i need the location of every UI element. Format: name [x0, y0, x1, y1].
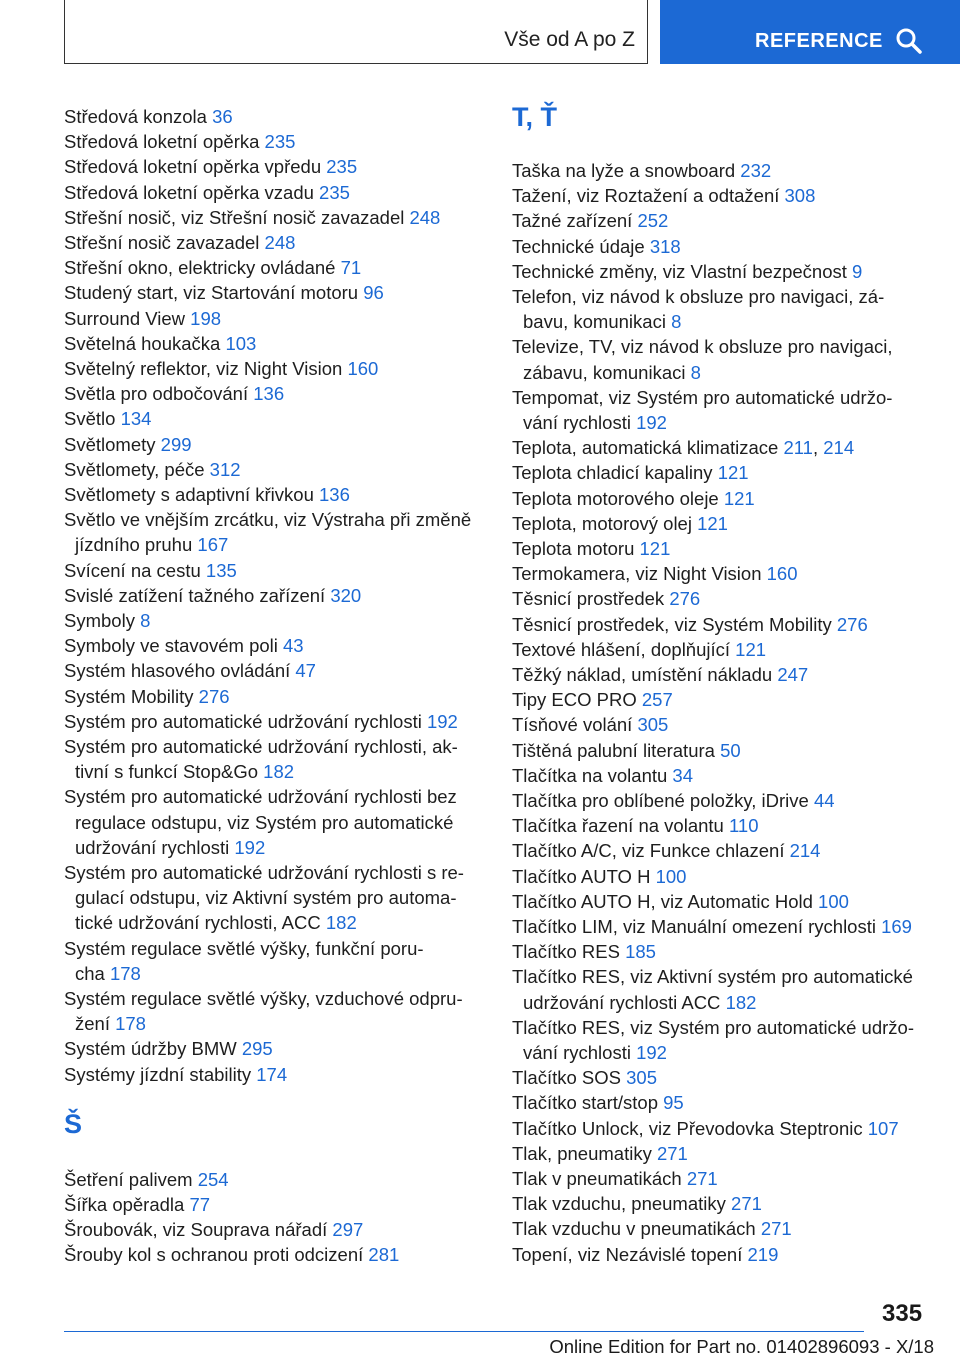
entry-text: Tlačítko RES	[512, 941, 626, 963]
entry-text: Teplota motorového oleje	[512, 487, 724, 509]
page-link[interactable]: 121	[723, 487, 755, 509]
index-entry	[512, 336, 893, 358]
entry-text: Střešní okno, elektricky ovládané	[64, 257, 341, 279]
entry-text: Systém Mobility	[64, 685, 199, 707]
entry-text: Systém regulace světlé výšky, vzduchové odpru-	[64, 988, 463, 1009]
index-entry	[64, 459, 241, 481]
entry-text: Studený start, viz Startování motoru	[64, 282, 364, 304]
page-link[interactable]: 121	[697, 512, 728, 534]
index-entry	[512, 740, 741, 762]
index-entry	[64, 282, 384, 304]
index-entry	[512, 210, 668, 232]
index-entry	[64, 938, 424, 960]
page-link[interactable]: 77	[189, 1194, 211, 1215]
index-entry	[64, 560, 237, 582]
entry-text: Tlačítka řazení na volantu	[512, 815, 729, 837]
page-link[interactable]: 232	[740, 160, 772, 181]
page-link[interactable]: 9	[852, 260, 863, 282]
index-entry-continuation	[64, 963, 141, 985]
entry-text: Tlak vzduchu v pneumatikách	[512, 1218, 761, 1240]
page-link[interactable]: 235	[326, 156, 358, 178]
page-link[interactable]: 248	[264, 232, 296, 253]
index-entry	[64, 484, 350, 506]
index-entry	[512, 387, 892, 409]
search-icon[interactable]	[895, 27, 923, 55]
page-link[interactable]: 136	[319, 484, 350, 505]
entry-text: vání rychlosti	[523, 1042, 637, 1063]
index-entry	[512, 286, 884, 308]
entry-text: Systém regulace světlé výšky, funkční poru-	[64, 937, 424, 959]
index-entry	[64, 585, 361, 607]
entry-text: Teplota, automatická klimatizace	[512, 437, 784, 459]
entry-text: bavu, komunikaci	[523, 311, 672, 333]
separator: ,	[812, 437, 824, 459]
entry-text: Světla pro odbočování	[64, 383, 254, 405]
page-link[interactable]: 320	[330, 584, 362, 606]
entry-text: Teplota chladicí kapaliny	[512, 462, 718, 484]
page-link[interactable]: 271	[731, 1193, 762, 1215]
footer-divider	[64, 1331, 864, 1332]
index-entry	[512, 160, 771, 182]
index-entry	[512, 1244, 778, 1266]
section-label: Vše od A po Z	[504, 28, 635, 51]
entry-text: Šrouby kol s ochranou proti odcizení	[64, 1244, 369, 1266]
index-entry	[64, 1219, 363, 1241]
entry-text: Symboly	[64, 610, 141, 631]
entry-text: Tipy ECO PRO	[512, 689, 642, 711]
entry-text: Světlomety, péče	[64, 458, 210, 480]
page-link[interactable]: 185	[625, 941, 656, 963]
page-link[interactable]: 178	[109, 962, 141, 984]
page-link[interactable]: 160	[766, 563, 798, 585]
page-link[interactable]: 43	[283, 635, 304, 657]
page-link[interactable]: 169	[881, 916, 912, 937]
index-entry	[512, 614, 868, 636]
entry-text: cha	[75, 962, 110, 984]
entry-text: Střešní nosič, viz Střešní nosič zavazadel	[64, 206, 410, 228]
entry-text: Tlak vzduchu, pneumatiky	[512, 1193, 732, 1215]
entry-text: Světlo ve vnějším zrcátku, viz Výstraha při změně	[64, 509, 472, 531]
page-link[interactable]: 121	[717, 462, 749, 484]
index-entry-continuation	[64, 887, 456, 909]
index-entry	[512, 714, 668, 736]
page-link[interactable]: 174	[256, 1063, 288, 1085]
entry-text: Televize, TV, viz návod k obsluze pro navigaci,	[512, 336, 893, 358]
page-link[interactable]: 182	[325, 912, 357, 934]
index-entry	[64, 610, 150, 632]
page-link[interactable]: 182	[725, 991, 757, 1013]
index-entry	[512, 639, 766, 661]
page-link[interactable]: 308	[784, 185, 816, 207]
entry-text: Telefon, viz návod k obsluze pro navigaci, zá-	[512, 286, 885, 307]
index-entry	[64, 786, 457, 808]
index-entry	[512, 488, 755, 510]
entry-text: Textové hlášení, doplňující	[512, 638, 736, 660]
page-link[interactable]: 281	[368, 1244, 400, 1266]
entry-text: Středová loketní opěrka	[64, 131, 265, 153]
index-entry	[64, 333, 256, 355]
entry-text: Technické změny, viz Vlastní bezpečnost	[512, 260, 853, 282]
page-link[interactable]: 34	[672, 764, 693, 786]
entry-text: Tísňové volání	[512, 714, 638, 736]
entry-text: Technické údaje	[512, 235, 650, 257]
entry-text: Tlačítka pro oblíbené položky, iDrive	[512, 790, 814, 811]
index-entry	[64, 232, 295, 254]
entry-text: gulací odstupu, viz Aktivní systém pro automa-	[75, 887, 457, 909]
index-entry-continuation	[64, 812, 453, 834]
entry-text: Svícení na cestu	[64, 559, 206, 581]
entry-text: jízdního pruhu	[75, 534, 198, 556]
index-entry	[512, 664, 808, 686]
entry-text: Tlak v pneumatikách	[512, 1168, 687, 1189]
entry-text: Taška na lyže a snowboard	[512, 160, 741, 181]
entry-text: udržování rychlosti	[75, 836, 235, 858]
page-link[interactable]: 178	[115, 1013, 146, 1035]
entry-text: Teplota, motorový olej	[512, 512, 698, 534]
reference-tab[interactable]	[660, 0, 960, 64]
page-link[interactable]: 214	[789, 840, 821, 862]
entry-text: Tlačítko LIM, viz Manuální omezení rychlosti	[512, 916, 882, 937]
page-link[interactable]: 276	[669, 588, 701, 610]
entry-text: Tištěná palubní literatura	[512, 739, 721, 761]
index-entry	[512, 261, 862, 283]
page-link[interactable]: 257	[641, 689, 673, 711]
entry-text: Systém údržby BMW	[64, 1038, 242, 1060]
index-entry-continuation	[512, 1042, 667, 1064]
page-link[interactable]: 248	[409, 206, 441, 228]
page-link[interactable]: 135	[205, 559, 237, 581]
entry-text: tické udržování rychlosti, ACC	[75, 912, 326, 934]
index-entry	[64, 434, 192, 456]
index-entry	[512, 840, 820, 862]
entry-text: Středová loketní opěrka vpředu	[64, 156, 327, 178]
index-entry	[64, 182, 350, 204]
entry-text: Tlačítko start/stop	[512, 1092, 664, 1114]
entry-text: Tlačítko RES, viz Systém pro automatické udržo-	[512, 1016, 914, 1038]
index-entry	[64, 131, 295, 153]
footer-edition: Online Edition for Part no. 01402896093 - X/18	[549, 1336, 934, 1357]
index-entry	[512, 563, 798, 585]
page-link[interactable]: 192	[636, 1042, 667, 1063]
entry-text: Tažné zařízení	[512, 210, 638, 232]
page-link[interactable]: 50	[720, 739, 741, 761]
page-link[interactable]: 110	[728, 815, 759, 837]
entry-text: Světelný reflektor, viz Night Vision	[64, 358, 348, 379]
page-link[interactable]: 214	[823, 437, 855, 459]
page-link[interactable]: 121	[639, 538, 671, 559]
entry-text: Středová konzola	[64, 106, 213, 127]
index-entry-continuation	[512, 412, 667, 434]
page-link[interactable]: 235	[264, 131, 296, 153]
index-entry	[64, 207, 440, 229]
page-link[interactable]: 44	[813, 790, 835, 811]
index-entry	[64, 736, 458, 758]
index-entry	[512, 1067, 657, 1089]
page-link[interactable]: 295	[241, 1038, 273, 1060]
entry-text: Tempomat, viz Systém pro automatické udržo-	[512, 386, 893, 408]
entry-text: Teplota motoru	[512, 538, 640, 559]
page-link[interactable]: 103	[225, 332, 257, 354]
page-link[interactable]: 235	[319, 181, 350, 203]
index-entry	[512, 765, 693, 787]
page-link[interactable]: 71	[340, 257, 362, 279]
index-entry	[512, 185, 815, 207]
page-link[interactable]: 254	[197, 1168, 229, 1190]
index-entry	[512, 1118, 899, 1140]
page-link[interactable]: 192	[234, 836, 266, 858]
entry-text: Systém hlasového ovládání	[64, 660, 296, 682]
entry-text: Systémy jízdní stability	[64, 1063, 257, 1085]
page-link[interactable]: 271	[760, 1218, 792, 1240]
entry-text: Topení, viz Nezávislé topení	[512, 1243, 748, 1265]
entry-text: zábavu, komunikaci	[523, 361, 691, 383]
entry-text: Tlačítko Unlock, viz Převodovka Steptronic	[512, 1117, 868, 1139]
page-link[interactable]: 136	[253, 383, 285, 405]
index-entry	[64, 509, 471, 531]
page-link[interactable]: 192	[636, 412, 667, 433]
index-entry	[64, 635, 304, 657]
page-link[interactable]: 219	[747, 1243, 779, 1265]
entry-text: Tlačítko RES, viz Aktivní systém pro automatické	[512, 966, 913, 988]
page-link[interactable]: 198	[190, 307, 222, 329]
page-link[interactable]: 252	[637, 210, 669, 232]
page-link[interactable]: 100	[655, 865, 687, 887]
entry-text: Tlačítko AUTO H	[512, 865, 656, 887]
entry-text: Systém pro automatické udržování rychlosti bez	[64, 786, 457, 808]
entry-text: Tlačítko A/C, viz Funkce chlazení	[512, 840, 790, 862]
entry-text: Těsnicí prostředek, viz Systém Mobility	[512, 613, 837, 635]
index-entry-continuation	[64, 837, 265, 859]
page-link[interactable]: 299	[160, 433, 192, 455]
entry-text: Surround View	[64, 307, 191, 329]
page-link[interactable]: 167	[197, 534, 229, 556]
letter-heading: T, Ť	[512, 102, 557, 132]
page-link[interactable]: 276	[198, 685, 230, 707]
entry-text: Šířka opěradla	[64, 1194, 190, 1215]
entry-text: Těsnicí prostředek	[512, 588, 670, 610]
index-entry	[64, 862, 464, 884]
index-entry	[64, 660, 316, 682]
index-entry-continuation	[64, 761, 294, 783]
index-entry	[64, 408, 151, 430]
entry-text: Světelná houkačka	[64, 332, 226, 354]
entry-text: Symboly ve stavovém poli	[64, 635, 284, 657]
page-link[interactable]: 107	[867, 1117, 899, 1139]
page-link[interactable]: 297	[332, 1219, 364, 1241]
entry-text: Světlomety	[64, 433, 161, 455]
entry-text: vání rychlosti	[523, 412, 637, 433]
page-link[interactable]: 305	[637, 714, 669, 736]
index-entry-continuation	[64, 912, 357, 934]
page-link[interactable]: 100	[818, 890, 849, 912]
index-entry	[512, 866, 686, 888]
entry-text: tivní s funkcí Stop&Go	[75, 761, 264, 783]
index-entry	[512, 916, 912, 938]
entry-text: Tlačítka na volantu	[512, 764, 673, 786]
index-entry	[512, 513, 728, 535]
page-link[interactable]: 271	[686, 1168, 718, 1189]
index-entry	[64, 106, 233, 128]
entry-text: Termokamera, viz Night Vision	[512, 563, 767, 585]
entry-text: žení	[75, 1013, 116, 1035]
entry-text: udržování rychlosti ACC	[523, 991, 726, 1013]
entry-text: Světlomety s adaptivní křivkou	[64, 484, 319, 505]
entry-text: Šroubovák, viz Souprava nářadí	[64, 1219, 333, 1241]
index-entry-continuation	[512, 311, 681, 333]
entry-text: Systém pro automatické udržování rychlosti	[64, 710, 427, 732]
entry-text: Tlačítko AUTO H, viz Automatic Hold	[512, 890, 819, 912]
index-entry	[512, 538, 670, 560]
index-entry	[512, 891, 849, 913]
index-entry	[64, 308, 221, 330]
index-entry	[64, 383, 284, 405]
page-link[interactable]: 8	[671, 311, 682, 333]
index-entry	[64, 1244, 399, 1266]
letter-heading: Š	[64, 1108, 83, 1139]
index-entry	[64, 1194, 210, 1216]
page-link[interactable]: 305	[626, 1067, 657, 1089]
entry-text: Středová loketní opěrka vzadu	[64, 181, 320, 203]
page-link[interactable]: 318	[649, 235, 681, 257]
index-entry	[64, 257, 361, 279]
page-link[interactable]: 121	[735, 638, 767, 660]
page-link[interactable]: 211	[783, 437, 813, 459]
index-entry	[512, 1017, 914, 1039]
page-number: 335	[882, 1300, 923, 1327]
entry-text: Svislé zatížení tažného zařízení	[64, 584, 331, 606]
page-link[interactable]: 36	[212, 106, 233, 127]
index-entry	[512, 1092, 684, 1114]
page-link[interactable]: 312	[209, 458, 241, 480]
entry-text: Tažení, viz Roztažení a odtažení	[512, 185, 785, 207]
index-entry	[512, 1143, 688, 1165]
entry-text: Šetření palivem	[64, 1168, 198, 1190]
index-entry-continuation	[512, 992, 756, 1014]
entry-text: Tlak, pneumatiky	[512, 1142, 657, 1164]
index-entry	[64, 686, 230, 708]
index-entry	[512, 1193, 762, 1215]
page-link[interactable]: 247	[777, 664, 809, 685]
index-entry	[512, 815, 758, 837]
page-link[interactable]: 276	[836, 613, 868, 635]
entry-text: Světlo	[64, 408, 121, 430]
page-link[interactable]: 160	[347, 358, 379, 379]
index-entry	[512, 1168, 718, 1190]
index-entry	[512, 236, 681, 258]
index-entry	[512, 689, 673, 711]
page-link[interactable]: 271	[656, 1142, 688, 1164]
entry-text: Systém pro automatické udržování rychlosti s re-	[64, 862, 464, 883]
index-entry	[64, 988, 463, 1010]
index-entry-continuation	[64, 1013, 146, 1035]
index-entry	[64, 711, 458, 733]
index-entry	[64, 358, 378, 380]
reference-label: REFERENCE	[755, 30, 883, 52]
index-entry	[512, 790, 835, 812]
page-link[interactable]: 8	[140, 610, 151, 631]
index-entry-continuation	[64, 534, 228, 556]
index-entry	[64, 1169, 229, 1191]
entry-text: Systém pro automatické udržování rychlosti, ak-	[64, 736, 458, 757]
entry-text: regulace odstupu, viz Systém pro automatické	[75, 811, 454, 833]
page-link[interactable]: 192	[426, 710, 458, 732]
index-entry	[512, 966, 913, 988]
page-link[interactable]: 96	[363, 282, 384, 304]
index-entry	[64, 156, 357, 178]
section-tab[interactable]	[64, 0, 648, 64]
index-entry	[512, 588, 700, 610]
page-link[interactable]: 47	[295, 660, 316, 682]
entry-text: Tlačítko SOS	[512, 1067, 627, 1089]
index-entry-continuation	[512, 362, 701, 384]
index-entry	[64, 1064, 287, 1086]
entry-text: Těžký náklad, umístění nákladu	[512, 664, 778, 685]
index-entry	[64, 1038, 273, 1060]
index-entry	[512, 941, 656, 963]
index-entry	[512, 1218, 792, 1240]
entry-text: Střešní nosič zavazadel	[64, 232, 265, 253]
page-link[interactable]: 182	[263, 761, 295, 783]
index-entry	[512, 437, 854, 459]
page-link[interactable]: 8	[690, 361, 701, 383]
index-entry	[512, 462, 749, 484]
page-link[interactable]: 134	[120, 408, 152, 430]
page-link[interactable]: 95	[663, 1092, 684, 1114]
